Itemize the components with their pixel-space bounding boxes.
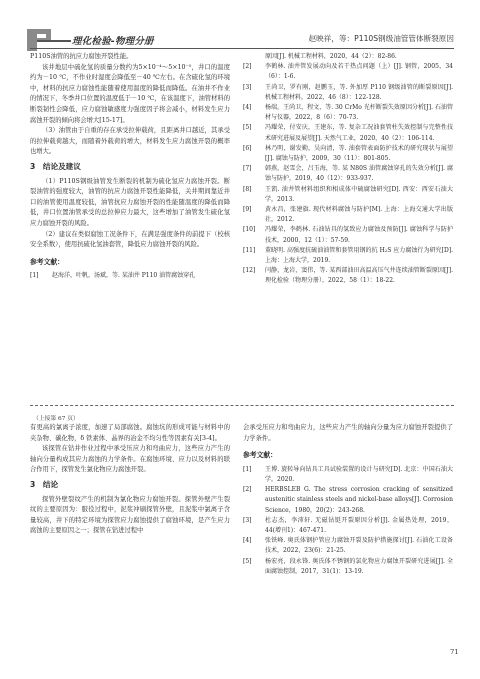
reference-number: [1] [243,465,252,473]
reference-number: [9] [243,206,252,214]
page-number: 71 [450,648,459,656]
upper-left-column [30,52,230,281]
reference-text: 黄永昌，张建旗. 现代材料腐蚀与防护[M]. 上海：上海交通大学出版社，2012. [265,206,453,224]
reference-number: [5] [243,557,252,565]
reference-number: [11] [243,246,256,254]
references-title: 参考文献： [30,257,64,266]
reference-text: HERBSLEB G. The stress corrosion cracking of sensitized austenitic stainless steels and nickel-base alloys[J]. Corrosion Science，1980，20(2)：243-268. [265,486,453,514]
references-title: 参考文献： [243,451,277,460]
reference-text: 冯耀荣，李鹤林. 石油钻具的氢致应力腐蚀及预防[J]. 腐蚀科学与防护技术，2000，12（1）：57-59. [265,226,453,244]
reference-text: 杨宏亮，段永锋. 奥氏体不锈钢的氯化物应力腐蚀开裂研究进展[J]. 全面腐蚀控制，2017，31(1)：13-19. [265,557,453,575]
reference-text: 林乃明，谢发勤，吴向清，等. 油套管表面防护技术的研究现状与展望[J]. 腐蚀与防护，2009，30（11）：801-805. [265,144,453,163]
reference-item [243,246,453,266]
reference-item [243,83,453,103]
reference-item [243,485,453,516]
reference-text: 王凯. 油井管材料组织和相成体中硫腐蚀研究[D]. 西安：西安石油大学，2013. [265,185,453,203]
reference-text: 杜志杰，李沛轩. 无磁钻铤开裂原因分析[J]. 金属热处理，2019，44(增刊1)：467-471. [265,516,453,534]
reference-item [243,225,453,245]
reference-number: [6] [243,144,252,152]
reference-number: [3] [243,516,252,524]
reference-item [243,103,453,123]
reference-text: 赵海洋，叶帆，汤斌，等. 某油井 P110 油管腐蚀穿孔 [52,272,196,280]
reference-item [243,123,453,143]
reference-item [243,516,453,536]
reference-number: [8] [243,185,252,193]
reference-number: [10] [243,226,256,234]
reference-item [243,52,453,62]
reference-text: 董晓明. 高强度抗硫油油管和套管用钢的抗 H₂S 应力腐蚀行为研究[D]. 上海：上海大学，2019. [265,246,453,265]
reference-item [30,271,230,281]
continued-note: （上接第 67 页） [33,416,79,422]
reference-item [243,62,453,82]
reference-text: 杨端，王尚卫，程文，等. 30 CrMo 光杆断裂失效原因分析[J]. 石油管材与仪器，2022，8（6）：70-73. [265,104,453,122]
reference-item [243,536,453,556]
paragraph: 该探管在钻井作业过程中承受压应力和弯曲应力，这些应力产生的轴向分量构成其应力腐蚀的力学条件。在腐蚀环境、应力以及材料的联合作用下，探管发生氯化物应力腐蚀开裂。 [30,445,230,474]
article-divider [30,405,454,406]
reference-number: [2] [243,486,252,494]
reference-item [243,185,453,205]
paragraph: 该井地层中硫化氢的质量分数约为5×10⁻⁴～5×10⁻⁵，井口的温度约为－10 ℃，不作业时湿度会降低至－40 ℃左右。在含硫化氢的环境中，材料的抗应力腐蚀性能随着使用温度的降低而降低。在油井不作业的情况下，冬季井口位置的温度低于－10 ℃，在该温度下，油管材料的断裂韧性会降低，应力腐蚀敏感度力强度因子将会减小，材料发生应力腐蚀开裂的倾向将会增大[15-17]。 [30,63,230,124]
reference-text: 王尚卫，罗有刚，赵鹏玉，等. 外加厚 P110 钢级油管的断裂原因[J]. 机械工程材料，2022，46（8）：122-128. [265,83,453,101]
reference-text: 李鹤林. 油井管发展动向及若干热点问题（上）[J]. 钢管，2005，34（6）：1-6. [265,63,453,81]
reference-number: [12] [243,267,256,275]
section-title: 3 结论 [30,479,59,489]
conclusion-paragraph: （1）P110S钢级油管发生断裂的机制为硫化氢应力腐蚀开裂。断裂油管的强度较大，油管的抗应力腐蚀开裂性能降低，关井期间靠近井口的油管使用温度较低，油管抗应力腐蚀开裂的性能随温度的降低而降低，井口位置油管承受的总拉伸应力最大，这些增加了油管发生硫化氢应力腐蚀开裂的风险。 [30,177,230,227]
reference-text: 闫静，龙岩，窦伟，等. 某西部油田高温高压气井连续油管断裂原因[J]. 理化检验（物理分册），2022，58（1）：18-22. [265,267,453,285]
logo-bar [37,40,71,42]
reference-number: [3] [243,83,252,91]
reference-text: 原因[J]. 机械工程材料，2020，44（2）：82-86. [265,53,397,60]
reference-number: [4] [243,104,252,112]
upper-right-column [243,52,453,287]
reference-item [243,557,453,577]
reference-number: [5] [243,124,252,132]
reference-number: [7] [243,165,252,173]
reference-text: 韩燕，赵雪会，吕玉海，等. 某 N80S 油管腐蚀穿孔的失效分析[J]. 腐蚀与防护，2019，40（12）：933-937. [265,165,453,183]
paragraph: P110S油管的抗应力腐蚀开裂性能。 [30,53,133,60]
reference-item [243,205,453,225]
lower-left-column [30,423,230,537]
paragraph: 有更高的氯离子浓度，加速了局部腐蚀。腐蚀坑的形成可能与材料中的夹杂物、碳化物，δ 铁素体、晶界的冶金不均匀性等因素有关[3-4]。 [30,424,230,442]
reference-text: 王博. 旋转导向钻具工具试验装置的设计与研究[D]. 北京：中国石油大学，2020. [265,465,453,483]
journal-brand: 理化检验-物理分册 [72,36,154,47]
paragraph: 会承受压应力和弯曲应力，这些应力产生的轴向分量为应力腐蚀开裂提供了力学条件。 [243,424,453,442]
reference-item [243,144,453,164]
reference-number: [1] [30,272,39,280]
header-rule [30,48,454,49]
paragraph: （3）油管由于自重的存在承受拉伸载荷，且距离井口越近，其承受的拉伸载荷越大，而随着外载荷的增大，材料发生应力腐蚀开裂的概率也增大。 [30,127,230,156]
section-title: 3 结论及建议 [30,161,81,171]
reference-text: 张铁峰. 奥氏体钢护管应力腐蚀开裂及防护措施探讨[J]. 石油化工设备技术，2022，23(6)：21-25. [265,537,453,555]
lower-right-column [243,423,453,577]
reference-text: 冯耀荣，付安庆，王建东，等. 复杂工况油套管柱失效控制与完整性技术研究进展及展望[J]. 天然气工业，2020，40（2）：106-114. [265,124,453,142]
conclusion-paragraph: （2）建议在类似腐蚀工况条件下，在满足强度条件的前提下（校核安全系数），使用抗硫化氢油套管，降低应力腐蚀开裂的风险。 [30,230,230,249]
reference-item [243,465,453,485]
running-title: 赵映祥，等：P110S钢级油管管体断裂原因 [308,34,454,43]
reference-number: [2] [243,63,252,71]
reference-number [243,52,265,62]
conclusion-paragraph: 探管外壁裂纹产生的机制为氯化物应力腐蚀开裂。探管外壁产生裂纹的主要原因为：服役过程中，泥浆冲刷探管外壁，且泥浆中氯离子含量较高，井下的特定环境为探管应力腐蚀提供了腐蚀环境，是产生应力腐蚀的主要原因之一；探管在钻进过程中 [30,495,230,535]
reference-number: [4] [243,537,252,545]
reference-item [243,164,453,184]
reference-item [243,266,453,286]
